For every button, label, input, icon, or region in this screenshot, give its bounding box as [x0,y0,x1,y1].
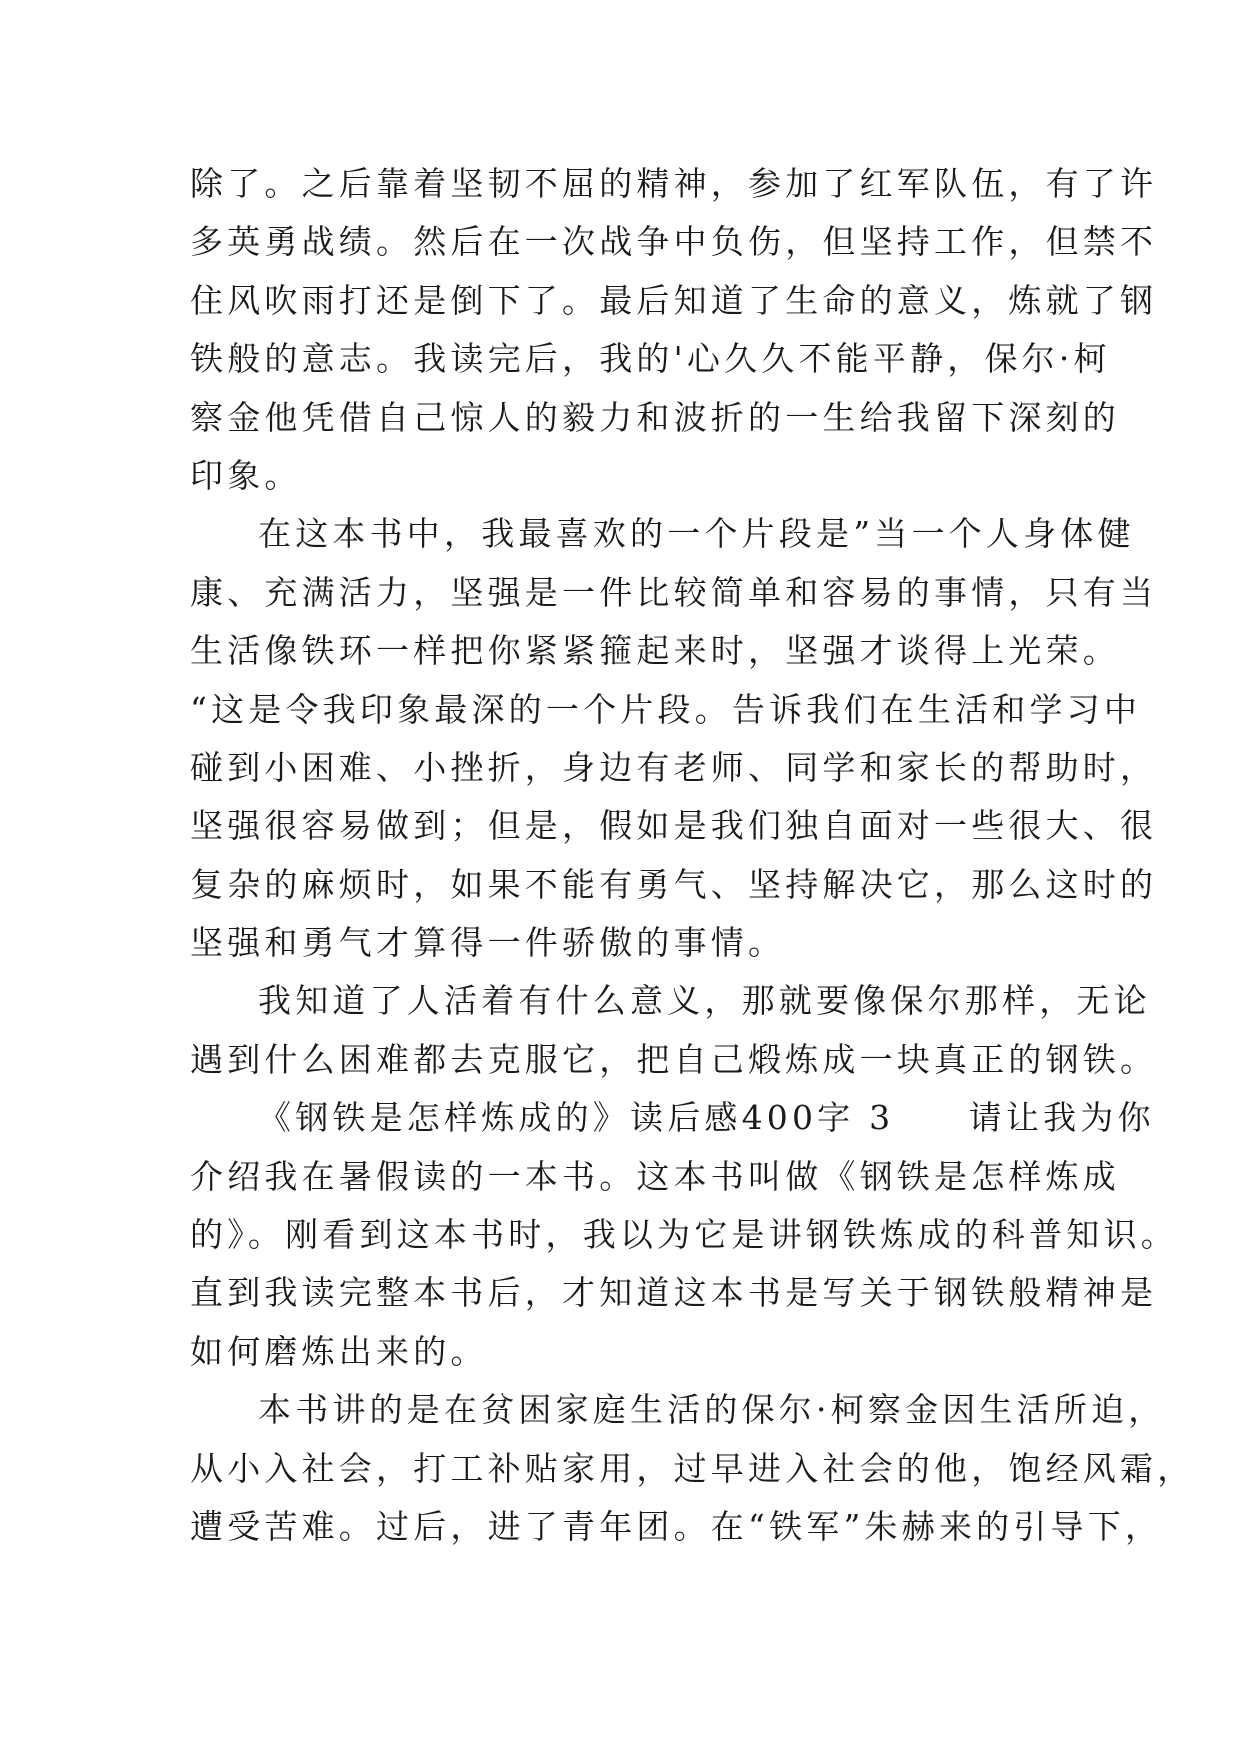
text-line: 生活像铁环一样把你紧紧箍起来时，坚强才谈得上光荣。 [190,631,1120,671]
text-line: 坚强和勇气才算得一件骄傲的事情。 [190,923,786,963]
section-heading-line: 《钢铁是怎样炼成的》读后感400字 3 请让我为你 [258,1098,1155,1138]
body-text [190,155,1195,1556]
text-line: 住风吹雨打还是倒下了。最后知道了生命的意义，炼就了钢 [190,280,1158,320]
paragraph-start-line: 在这本书中，我最喜欢的一个片段是”当一个人身体健 [258,514,1135,554]
text-line: 直到我读完整本书后，才知道这本书是写关于钢铁般精神是 [190,1273,1158,1313]
paragraph-start-line: 本书讲的是在贫困家庭生活的保尔·柯察金因生活所迫， [258,1390,1166,1430]
paragraph-start-line: 我知道了人活着有什么意义，那就要像保尔那样，无论 [258,981,1151,1021]
text-line: 的》。刚看到这本书时，我以为它是讲钢铁炼成的科普知识。 [190,1215,1178,1255]
text-line: 介绍我在暑假读的一本书。这本书叫做《钢铁是怎样炼成 [190,1156,1120,1196]
text-line: 康、充满活力，坚强是一件比较简单和容易的事情，只有当 [190,572,1158,612]
text-line: 从小入社会，打工补贴家用，过早进入社会的他，饱经风霜， [190,1448,1195,1488]
text-line: 印象。 [190,455,302,495]
text-line: 察金他凭借自己惊人的毅力和波折的一生给我留下深刻的 [190,397,1120,437]
text-line: 碰到小困难、小挫折，身边有老师、同学和家长的帮助时， [190,747,1158,787]
text-line: 铁般的意志。我读完后，我的'心久久不能平静，保尔·柯 [190,339,1111,379]
text-line: 遭受苦难。过后，进了青年团。在“铁军”朱赫来的引导下， [190,1506,1163,1546]
text-line: 除了。之后靠着坚韧不屈的精神，参加了红军队伍，有了许 [190,164,1158,203]
text-line: “这是令我印象最深的一个片段。告诉我们在生活和学习中 [190,689,1142,729]
text-line: 多英勇战绩。然后在一次战争中负伤，但坚持工作，但禁不 [190,222,1158,262]
text-line: 坚强很容易做到；但是，假如是我们独自面对一些很大、很 [190,806,1158,846]
text-line: 遇到什么困难都去克服它，把自己煅炼成一块真正的钢铁。 [190,1039,1158,1079]
text-line: 复杂的麻烦时，如果不能有勇气、坚持解决它，那么这时的 [190,864,1158,904]
text-line: 如何磨炼出来的。 [190,1331,488,1371]
